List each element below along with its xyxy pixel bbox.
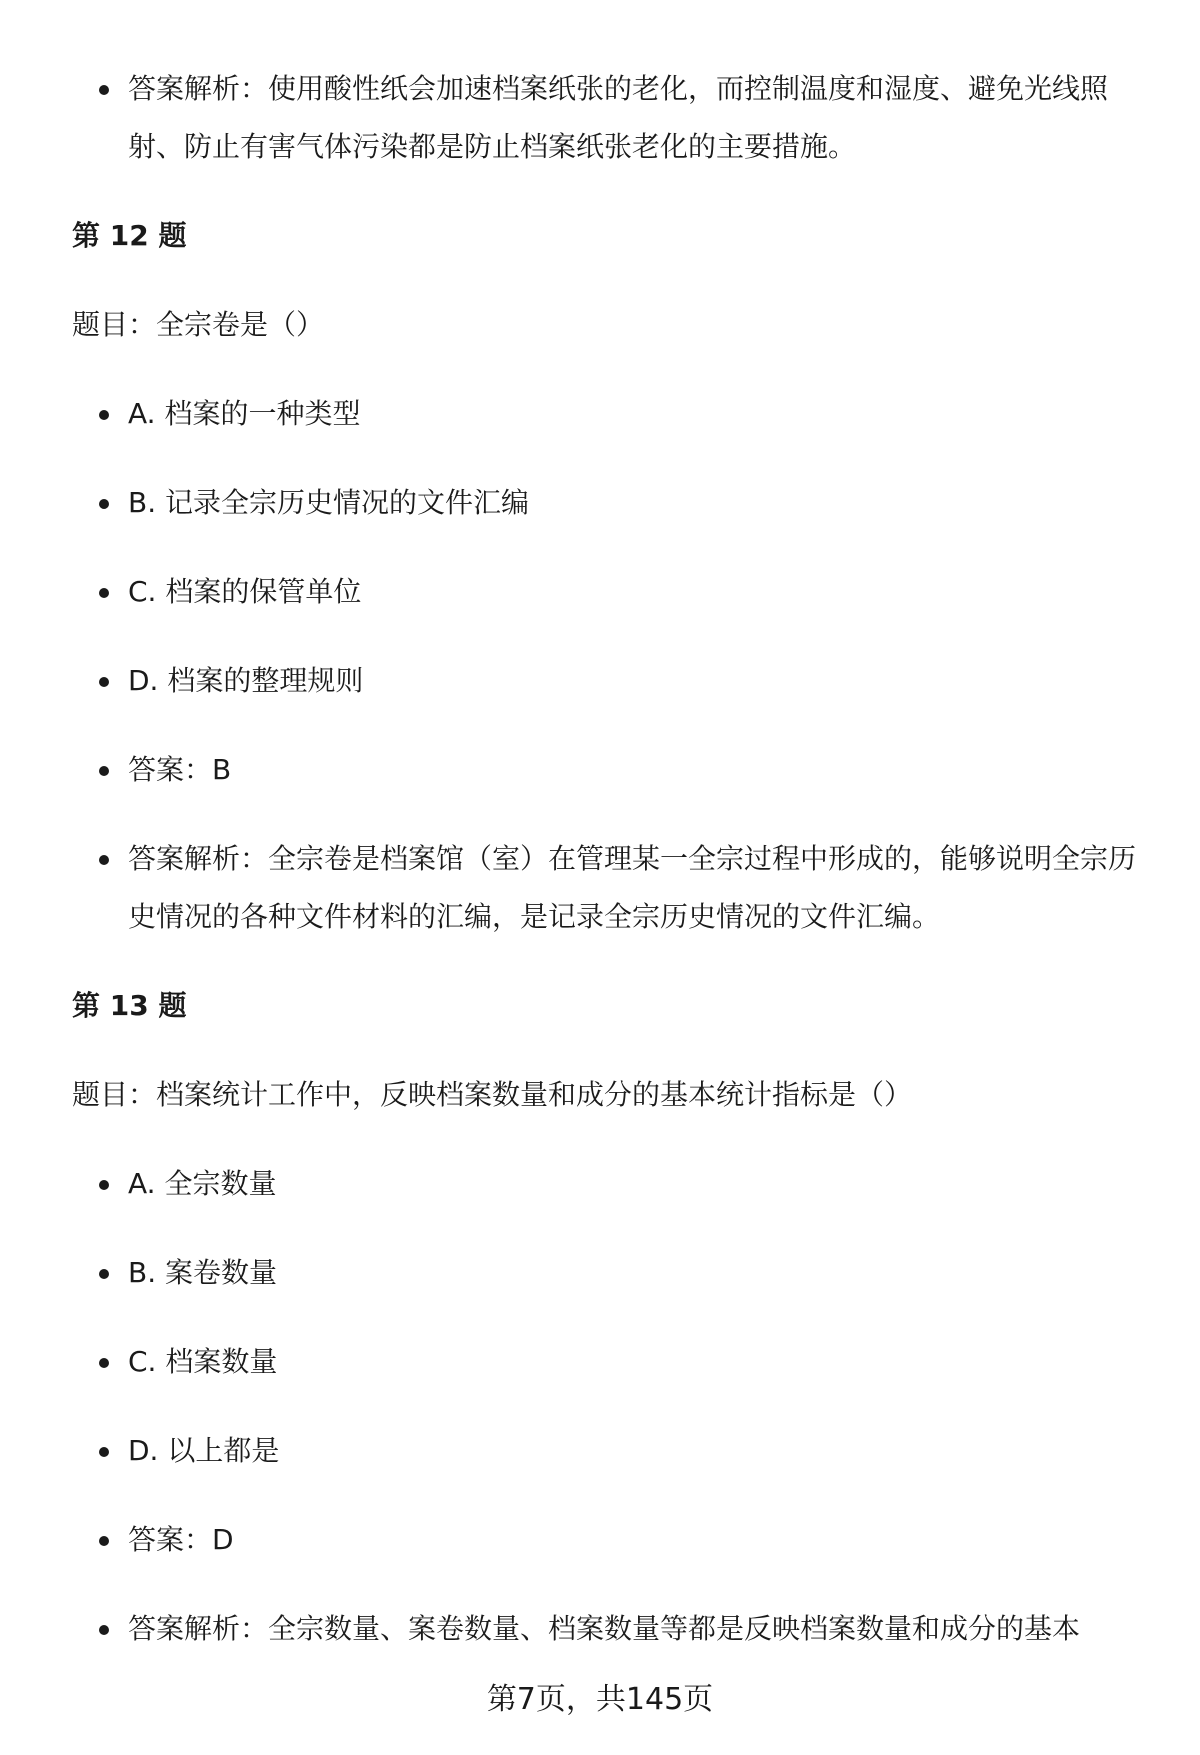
question-13	[72, 977, 1142, 1658]
question-stem: 题目：全宗卷是（）	[72, 308, 325, 341]
answer-analysis: 答案解析：全宗卷是档案馆（室）在管理某一全宗过程中形成的，能够说明全宗历史情况的各种文件材料的汇编，是记录全宗历史情况的文件汇编。	[72, 830, 1142, 946]
page-footer: 第7页，共145页	[486, 1682, 714, 1717]
answer: 答案：B	[72, 741, 1142, 799]
option-b: B. 案卷数量	[72, 1244, 1142, 1302]
option-b: B. 记录全宗历史情况的文件汇编	[72, 474, 1142, 532]
q11-analysis: 答案解析：使用酸性纸会加速档案纸张的老化，而控制温度和湿度、避免光线照射、防止有害气体污染都是防止档案纸张老化的主要措施。	[72, 60, 1142, 176]
option-a: A. 全宗数量	[72, 1155, 1142, 1213]
option-d: D. 以上都是	[72, 1422, 1142, 1480]
option-d: D. 档案的整理规则	[72, 652, 1142, 710]
answer-analysis: 答案解析：全宗数量、案卷数量、档案数量等都是反映档案数量和成分的基本	[72, 1600, 1142, 1658]
question-heading: 第 12 题	[72, 219, 187, 252]
answer: 答案：D	[72, 1511, 1142, 1569]
option-a: A. 档案的一种类型	[72, 385, 1142, 443]
question-options-list	[72, 1155, 1142, 1658]
question-options-list	[72, 385, 1142, 946]
page-content	[72, 60, 1142, 1689]
option-c: C. 档案数量	[72, 1333, 1142, 1391]
question-heading: 第 13 题	[72, 989, 187, 1022]
q11-tail-list	[72, 60, 1142, 176]
option-c: C. 档案的保管单位	[72, 563, 1142, 621]
question-stem: 题目：档案统计工作中，反映档案数量和成分的基本统计指标是（）	[72, 1078, 913, 1111]
question-12	[72, 207, 1142, 946]
